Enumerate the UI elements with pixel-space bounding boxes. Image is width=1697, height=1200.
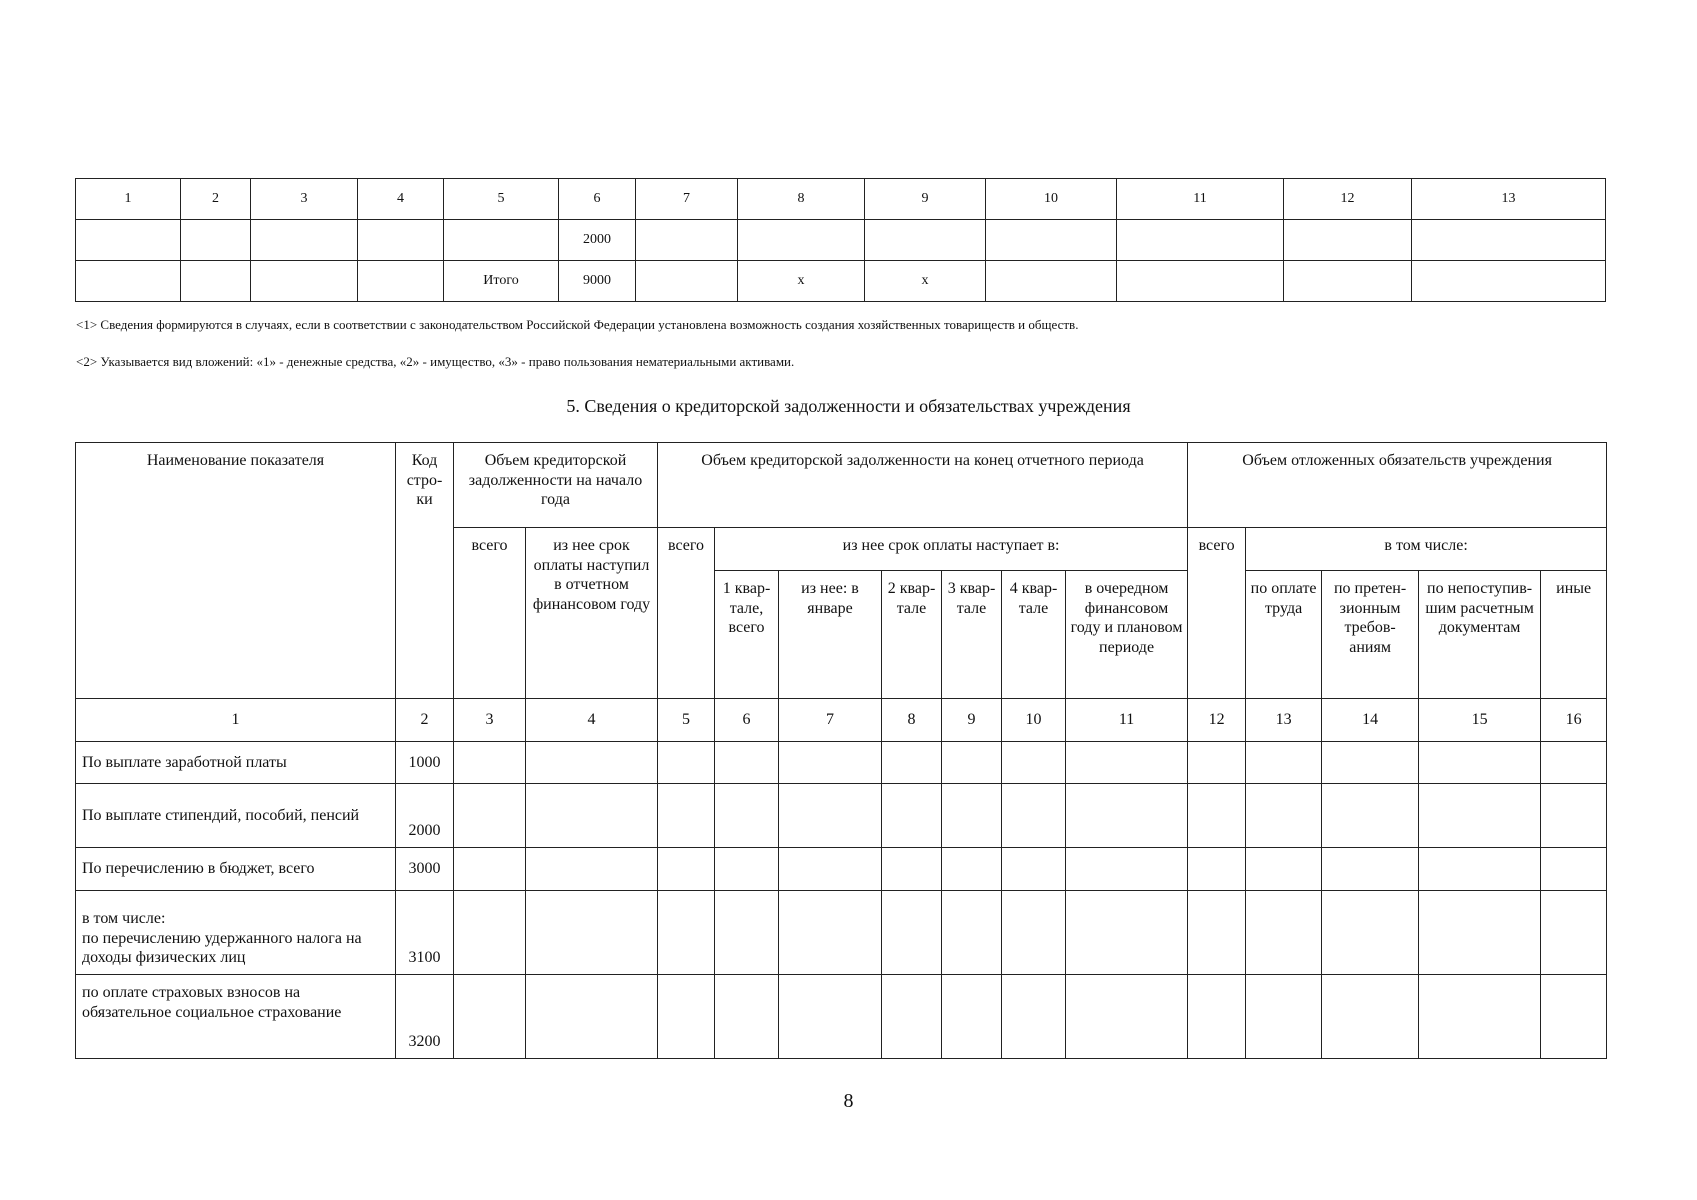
row-name bbox=[76, 891, 396, 975]
investments-table bbox=[75, 178, 1606, 302]
table-cell bbox=[1412, 220, 1606, 261]
due-in-header: из нее срок оплаты наступает в: bbox=[715, 528, 1188, 571]
table-row bbox=[76, 975, 1607, 1059]
row-name: По выплате стипендий, пособий, пенсий bbox=[76, 784, 396, 848]
table-cell bbox=[444, 220, 559, 261]
column-number: 9 bbox=[865, 179, 986, 220]
line-code-header: Код стро- ки bbox=[396, 443, 454, 699]
table-cell bbox=[181, 261, 251, 302]
column-number: 5 bbox=[658, 699, 715, 742]
table-cell: 2000 bbox=[559, 220, 636, 261]
start-of-year-header: Объем кредиторской задолженности на начало года bbox=[454, 443, 658, 528]
table-cell: 9000 bbox=[559, 261, 636, 302]
total-label: Итого bbox=[444, 261, 559, 302]
column-number: 16 bbox=[1541, 699, 1607, 742]
table-row-total bbox=[76, 261, 1606, 302]
header-row-1 bbox=[76, 443, 1607, 528]
labor-header: по оплате труда bbox=[1246, 571, 1322, 699]
including-header: в том числе: bbox=[1246, 528, 1607, 571]
table-row bbox=[76, 742, 1607, 784]
column-number: 14 bbox=[1322, 699, 1419, 742]
table-cell bbox=[358, 220, 444, 261]
table-cell bbox=[1117, 220, 1284, 261]
table-cell bbox=[986, 220, 1117, 261]
end-of-period-header: Объем кредиторской задолженности на конец отчетного периода bbox=[658, 443, 1188, 528]
column-number: 6 bbox=[559, 179, 636, 220]
row-name: По выплате заработной платы bbox=[76, 742, 396, 784]
row-name-line: по перечислению удержанного налога на доходы физических лиц bbox=[82, 929, 362, 967]
q4-header: 4 квар- тале bbox=[1002, 571, 1066, 699]
table-cell: x bbox=[738, 261, 865, 302]
column-number: 9 bbox=[942, 699, 1002, 742]
column-number: 11 bbox=[1117, 179, 1284, 220]
column-number: 13 bbox=[1246, 699, 1322, 742]
total-header: всего bbox=[454, 528, 526, 699]
table-cell bbox=[636, 220, 738, 261]
column-number: 6 bbox=[715, 699, 779, 742]
table-cell bbox=[1117, 261, 1284, 302]
q2-header: 2 квар- тале bbox=[882, 571, 942, 699]
section-title: 5. Сведения о кредиторской задолженности и обязательствах учреждения bbox=[566, 396, 1131, 416]
row-code: 3000 bbox=[396, 848, 454, 891]
table-cell bbox=[986, 261, 1117, 302]
column-number: 3 bbox=[251, 179, 358, 220]
january-header: из нее: в январе bbox=[779, 571, 882, 699]
table-cell bbox=[865, 220, 986, 261]
table-cell bbox=[738, 220, 865, 261]
column-number: 8 bbox=[738, 179, 865, 220]
q1-header: 1 квар- тале, всего bbox=[715, 571, 779, 699]
deferred-obligations-header: Объем отложенных обязательств учреждения bbox=[1188, 443, 1607, 528]
column-number: 10 bbox=[986, 179, 1117, 220]
column-number: 7 bbox=[779, 699, 882, 742]
column-numbers-row bbox=[76, 699, 1607, 742]
row-name: По перечислению в бюджет, всего bbox=[76, 848, 396, 891]
column-number: 4 bbox=[526, 699, 658, 742]
column-number: 4 bbox=[358, 179, 444, 220]
table-cell bbox=[1284, 261, 1412, 302]
table-row bbox=[76, 220, 1606, 261]
column-number: 15 bbox=[1419, 699, 1541, 742]
other-header: иные bbox=[1541, 571, 1607, 699]
table-row bbox=[76, 848, 1607, 891]
column-number: 7 bbox=[636, 179, 738, 220]
column-number: 8 bbox=[882, 699, 942, 742]
table-row bbox=[76, 784, 1607, 848]
column-number: 2 bbox=[181, 179, 251, 220]
column-number: 2 bbox=[396, 699, 454, 742]
table-cell bbox=[251, 220, 358, 261]
table-cell bbox=[181, 220, 251, 261]
overdue-header: из нее срок оплаты наступил в отчетном финансовом году bbox=[526, 528, 658, 699]
indicator-name-header: Наименование показателя bbox=[76, 443, 396, 699]
table-cell bbox=[251, 261, 358, 302]
table-cell bbox=[76, 220, 181, 261]
next-year-header: в очередном финансовом году и плановом периоде bbox=[1066, 571, 1188, 699]
table-cell: x bbox=[865, 261, 986, 302]
row-name: по оплате страховых взносов на обязательное социальное страхование bbox=[76, 975, 396, 1059]
table-cell bbox=[636, 261, 738, 302]
table-cell bbox=[1284, 220, 1412, 261]
table-cell bbox=[76, 261, 181, 302]
table-cell bbox=[1412, 261, 1606, 302]
page-number: 8 bbox=[843, 1090, 854, 1112]
documents-header: по непоступив- шим расчетным документам bbox=[1419, 571, 1541, 699]
footnote-2: <2> Указывается вид вложений: «1» - денежные средства, «2» - имущество, «3» - право пользования нематериальными активами. bbox=[76, 354, 795, 369]
column-number: 5 bbox=[444, 179, 559, 220]
total-header: всего bbox=[1188, 528, 1246, 699]
table-row bbox=[76, 891, 1607, 975]
column-number: 10 bbox=[1002, 699, 1066, 742]
creditor-debt-table bbox=[75, 442, 1607, 1059]
column-number: 13 bbox=[1412, 179, 1606, 220]
column-number: 12 bbox=[1188, 699, 1246, 742]
column-number: 1 bbox=[76, 699, 396, 742]
table-header-row bbox=[76, 179, 1606, 220]
column-number: 3 bbox=[454, 699, 526, 742]
column-number: 12 bbox=[1284, 179, 1412, 220]
claims-header: по претен- зионным требов- аниям bbox=[1322, 571, 1419, 699]
footnote-1: <1> Сведения формируются в случаях, если в соответствии с законодательством Российской Федерации установлена возможность создания хозяйственных товариществ и обществ. bbox=[76, 317, 1079, 332]
table-cell bbox=[358, 261, 444, 302]
q3-header: 3 квар- тале bbox=[942, 571, 1002, 699]
row-code: 3100 bbox=[396, 891, 454, 975]
column-number: 11 bbox=[1066, 699, 1188, 742]
row-code: 2000 bbox=[396, 784, 454, 848]
row-code: 3200 bbox=[396, 975, 454, 1059]
row-name-line: в том числе: bbox=[82, 910, 166, 928]
total-header: всего bbox=[658, 528, 715, 699]
row-code: 1000 bbox=[396, 742, 454, 784]
column-number: 1 bbox=[76, 179, 181, 220]
